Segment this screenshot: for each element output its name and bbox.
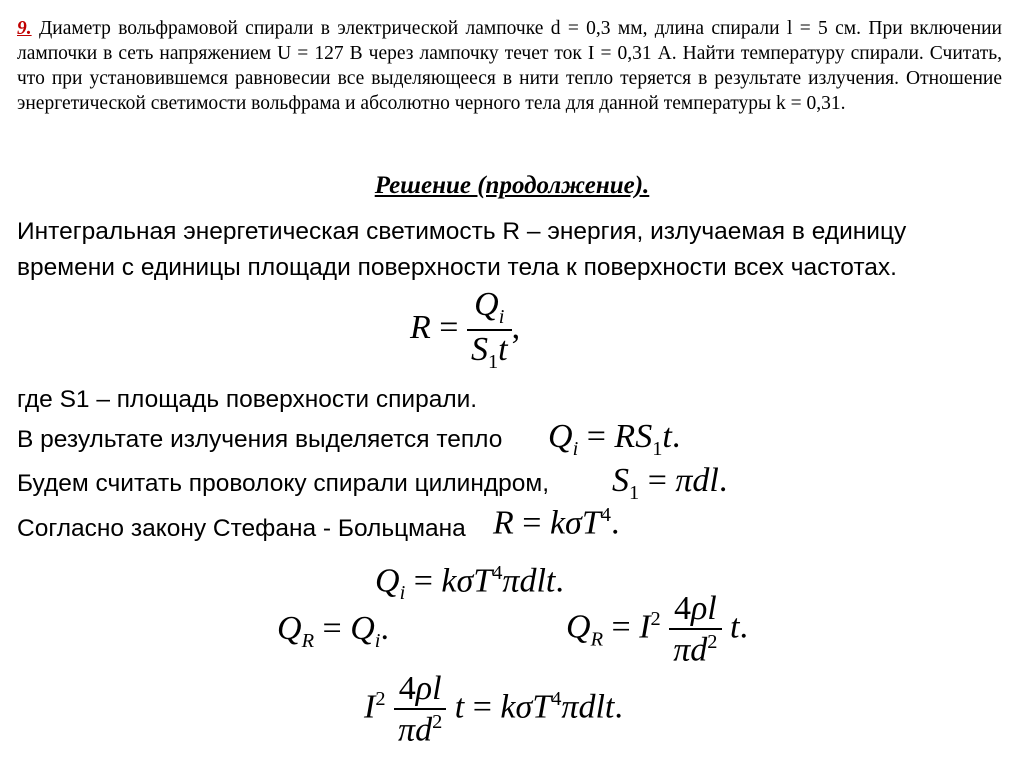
formula-qr-equals-qi: $Q_R = Q_i$.	[277, 610, 389, 652]
formula-luminosity: R = $\frac{Q_i}{S_1t}$ ,	[410, 286, 521, 373]
cylinder-line: Будем считать проволоку спирали цилиндром,	[17, 470, 550, 497]
problem-text: Диаметр вольфрамовой спирали в электрической лампочке d = 0,3 мм, длина спирали l = 5 см. При включении лампочки в сеть напряжением U = 127 В через лампочку течет ток I = 0,31 А. Найти температуру спирали. Считать, что при установившемся равновесии все выделяющееся в нити тепло теряется в результате излучения. Отношение энергетической светимости вольфрама и абсолютно черного тела для данной температуры k = 0,31.	[17, 18, 1002, 114]
top-bar	[0, 0, 1024, 13]
formula-qr-joule: $Q_R = I^2$ $\frac{4\rho l}{\pi d^2}$ t.	[566, 590, 748, 669]
paragraph-line-1: Интегральная энергетическая светимость R – энергия, излучаемая в единицу	[17, 218, 907, 245]
formula-area: $S_1 = \pi dl$.	[612, 462, 728, 504]
formula-final-equation: $I^2$ $\frac{4\rho l}{\pi d^2}$ t = kσT$^4$πdlt.	[364, 670, 623, 749]
formula-stefan: R = kσT$^4$.	[493, 504, 620, 542]
problem-statement	[17, 16, 1002, 116]
paragraph-line-2: времени с единицы площади поверхности тела к поверхности всех частотах.	[17, 254, 897, 281]
problem-number: 9.	[17, 18, 32, 39]
formula-qi-expanded: $Q_i = k\sigma T^4\pi dlt$.	[375, 562, 564, 605]
stefan-line: Согласно закону Стефана - Больцмана	[17, 515, 466, 542]
where-s1-line: где S1 – площадь поверхности спирали.	[17, 386, 478, 413]
formula-heat: $Q_i = RS_1t$.	[548, 418, 681, 460]
heat-line: В результате излучения выделяется тепло	[17, 426, 503, 453]
solution-heading: Решение (продолжение).	[374, 172, 650, 199]
